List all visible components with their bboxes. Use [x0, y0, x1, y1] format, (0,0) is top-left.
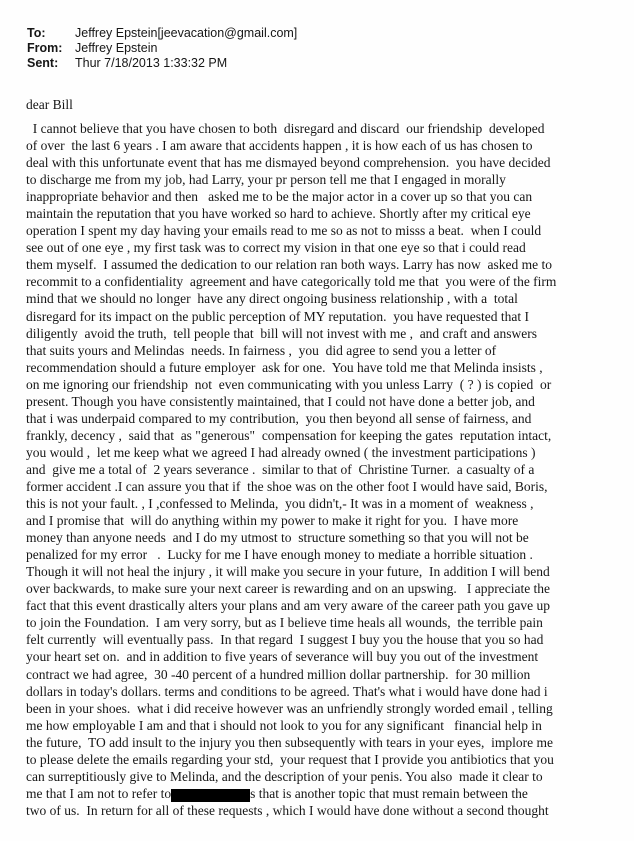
body-line: felt currently will eventually pass. In that regard I suggest I buy you the house that you so had: [26, 632, 544, 648]
body-line: been in your shoes. what i did receive however was an unfriendly strongly worded email , telling: [26, 700, 553, 716]
body-line: this is not your fault. , I ,confessed to Melinda, you didn't,- It was in a moment of weakness ,: [26, 496, 534, 512]
body-line: you would , let me keep what we agreed I had already owned ( the investment participations ): [26, 444, 536, 460]
body-line: and I promise that will do anything within my power to make it right for you. I have more: [26, 513, 519, 529]
body-line: deal with this unfortunate event that has me dismayed beyond comprehension. you have decided: [26, 155, 551, 171]
body-line: mind that we should no longer have any direct ongoing business relationship , with a total: [26, 291, 518, 307]
header-label-to: To:: [27, 26, 46, 40]
body-line-text: s that is another topic that must remain between the: [250, 785, 528, 801]
body-line: former accident .I can assure you that if the shoe was on the other foot I would have said, Boris,: [26, 478, 548, 494]
header-label-from: From:: [27, 41, 63, 55]
body-line: fact that this event drastically alters your plans and am very aware of the career path you gave up: [26, 598, 551, 614]
body-line: can surreptitiously give to Melinda, and the description of your penis. You also made it clear to: [26, 768, 543, 784]
body-line: recommit to a confidentiality agreement and have categorically told me that you were of the firm: [26, 274, 557, 290]
body-line-text: me that I am not to refer to: [26, 785, 172, 801]
body-line: penalized for my error . Lucky for me I have enough money to mediate a horrible situation .: [26, 547, 533, 563]
body-line: frankly, decency , said that as "generous" compensation for keeping the gates reputation intact,: [26, 427, 552, 443]
body-line: maintain the reputation that you have worked so hard to achieve. Shortly after my critical eye: [26, 206, 531, 222]
body-lines: [26, 120, 626, 819]
body-line: and give me a total of 2 years severance . similar to that of Christine Turner. a casualty of a: [26, 461, 535, 477]
body-line: that suits yours and Melindas needs. In fairness , you did agree to send you a letter of: [26, 342, 497, 358]
body-line: two of us. In return for all of these requests , which I would have done without a second thought: [26, 802, 549, 818]
header-row-to: [27, 26, 297, 41]
body-line: dollars in today's dollars. terms and conditions to be agreed. That's what i would have done had i: [26, 683, 548, 699]
body-line: to discharge me from my job, had Larry, your pr person tell me that I engaged in morally: [26, 172, 506, 188]
header-row-sent: [27, 56, 297, 71]
body-line: of over the last 6 years . I am aware that accidents happen , it is how each of us has chosen to: [26, 138, 533, 154]
body-line: that i was underpaid compared to my contribution, you then beyond all sense of fairness, and: [26, 410, 532, 426]
body-line: on me ignoring our friendship not even communicating with you unless Larry ( ? ) is copied or: [26, 376, 552, 392]
header-value-sent: Thur 7/18/2013 1:33:32 PM: [75, 56, 228, 70]
body-line: I cannot believe that you have chosen to both disregard and discard our friendship developed: [26, 121, 545, 136]
body-line: disregard for its impact on the public perception of MY reputation. you have requested that I: [26, 308, 529, 324]
body-line: money than anyone needs and I do my utmost to structure something so that you will not be: [26, 530, 529, 546]
body-line: recommendation should a future employer ask for one. You have told me that Melinda insists ,: [26, 359, 543, 375]
body-line: diligently avoid the truth, tell people that bill will not invest with me , and craft and answers: [26, 325, 538, 341]
body-line: Though it will not heal the injury , it will make you secure in your future, In addition I will bend: [26, 564, 550, 580]
header-value-from: Jeffrey Epstein: [75, 41, 158, 55]
header-value-to: Jeffrey Epstein[jeevacation@gmail.com]: [75, 26, 298, 40]
body-line: present. Though you have consistently maintained, that I could not have done a better job, and: [26, 393, 535, 409]
body-line: see out of one eye , my first task was to correct my vision in that one eye so that i could read: [26, 240, 526, 256]
body-line: to please delete the emails regarding your std, your request that I provide you antibiotics that you: [26, 751, 554, 767]
body-line: your heart set on. and in addition to five years of severance will buy you out of the investment: [26, 649, 539, 665]
body-line: operation I spent my day having your emails read to me so as not to misss a beat. when I could: [26, 223, 542, 239]
body-line: the future, TO add insult to the injury you then subsequently with tears in your eyes, implore me: [26, 734, 554, 750]
header-row-from: [27, 41, 297, 56]
body-line: contract we had agree, 30 -40 percent of a hundred million dollar partnership. for 30 million: [26, 666, 531, 682]
body-line: inappropriate behavior and then asked me to be the major actor in a cover up so that you can: [26, 189, 533, 205]
email-header: [27, 26, 297, 71]
body-line: over backwards, to make sure your next career is rewarding and on an upswing. I appreciate the: [26, 581, 551, 597]
body-line: them myself. I assumed the dedication to our relation ran both ways. Larry has now asked me to: [26, 257, 552, 273]
body-line: to join the Foundation. I am very sorry, but as I believe time heals all wounds, the terrible pain: [26, 615, 543, 631]
body-line: [26, 785, 626, 802]
header-label-sent: Sent:: [27, 56, 59, 70]
body-line: me how employable I am and that i should not look to you for any significant financial help in: [26, 717, 542, 733]
redaction-bar: [171, 789, 250, 802]
salutation: dear Bill: [26, 97, 73, 112]
